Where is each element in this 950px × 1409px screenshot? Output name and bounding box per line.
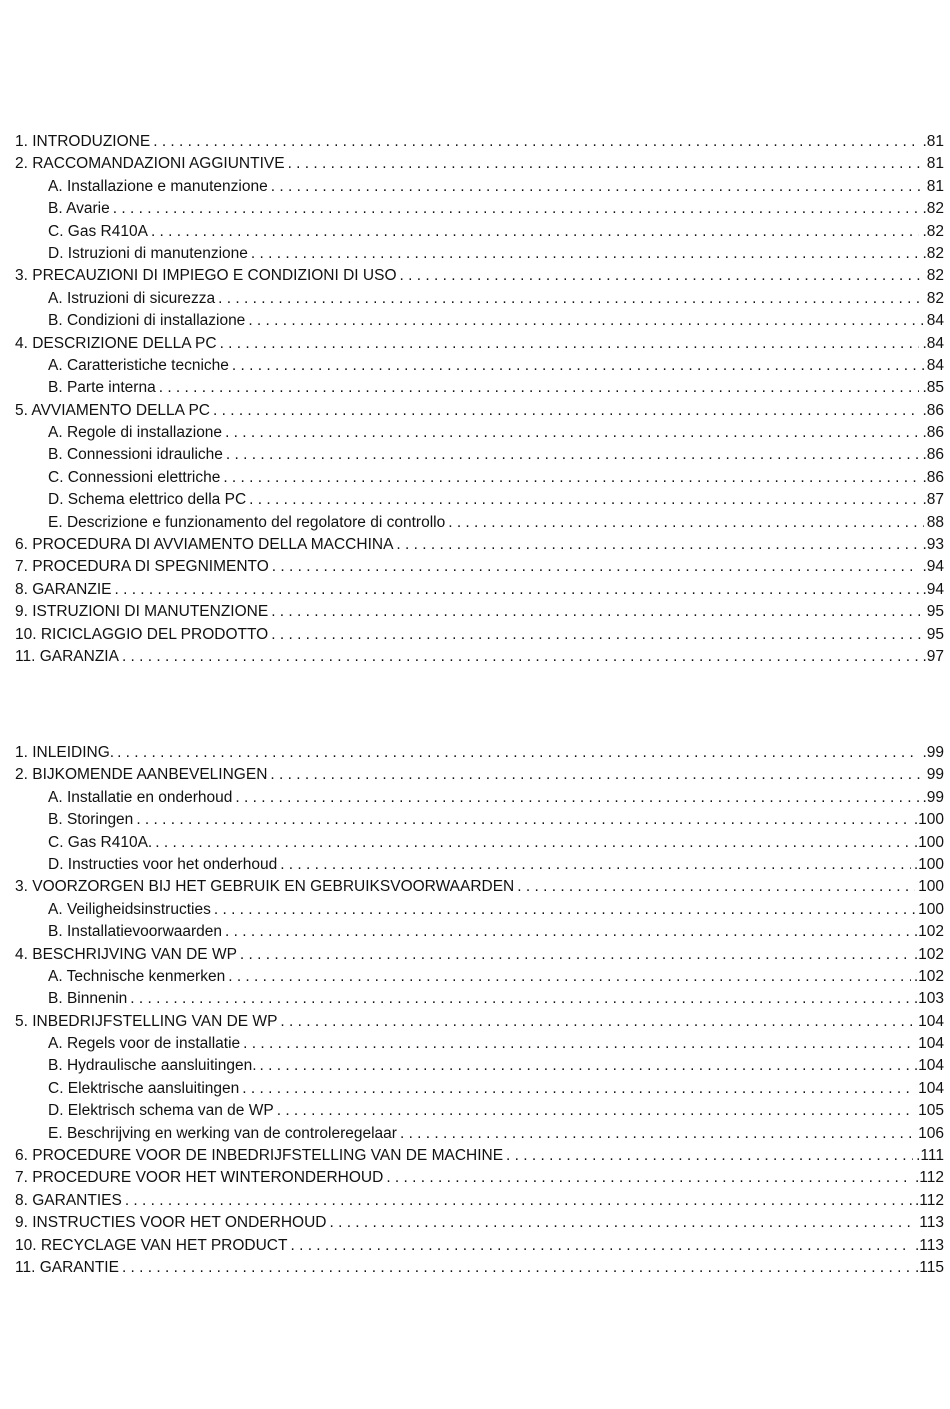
toc-entry bbox=[0, 854, 950, 876]
toc-entry-label: 3. VOORZORGEN BIJ HET GEBRUIK EN GEBRUIKSVOORWAARDEN bbox=[15, 878, 515, 896]
toc-entry-page: 84 bbox=[926, 312, 944, 330]
toc-entry bbox=[0, 624, 950, 646]
toc-entry-page: .100 bbox=[913, 811, 944, 829]
toc-entry-label: 9. INSTRUCTIES VOOR HET ONDERHOUD bbox=[15, 1214, 327, 1232]
toc-entry-page: 100 bbox=[918, 900, 944, 918]
toc-entry-label: D. Schema elettrico della PC bbox=[48, 491, 247, 509]
toc-entry-page: .94 bbox=[922, 580, 944, 598]
toc-entry-page: 88 bbox=[926, 513, 944, 531]
toc-entry-label: 6. PROCEDURA DI AVVIAMENTO DELLA MACCHINA bbox=[15, 536, 394, 554]
toc-leader-dots bbox=[506, 1145, 913, 1167]
toc-leader-dots bbox=[271, 624, 924, 646]
toc-entry-label: 8. GARANTIES bbox=[15, 1191, 122, 1209]
toc-entry-page: .99 bbox=[922, 788, 944, 806]
toc-entry-label: E. Beschrijving en werking van de controleregelaar bbox=[48, 1124, 397, 1142]
toc-entry bbox=[0, 1078, 950, 1100]
toc-leader-dots bbox=[396, 534, 919, 556]
toc-entry bbox=[0, 556, 950, 578]
toc-entry-page: .112 bbox=[914, 1169, 944, 1187]
toc-entry-label: 3. PRECAUZIONI DI IMPIEGO E CONDIZIONI DI USO bbox=[15, 267, 397, 285]
toc-entry-label: 5. INBEDRIJFSTELLING VAN DE WP bbox=[15, 1012, 278, 1030]
toc-leader-dots bbox=[242, 1078, 915, 1100]
toc-leader-dots bbox=[223, 467, 919, 489]
toc-leader-dots bbox=[270, 764, 923, 786]
toc-leader-dots bbox=[400, 1123, 915, 1145]
toc-entry-page: .86 bbox=[922, 401, 944, 419]
toc-entry-label: 9. ISTRUZIONI DI MANUTENZIONE bbox=[15, 603, 269, 621]
toc-entry-page: 81 bbox=[926, 155, 944, 173]
toc-entry bbox=[0, 809, 950, 831]
toc-leader-dots bbox=[260, 1055, 911, 1077]
toc-entry bbox=[0, 787, 950, 809]
toc-entry bbox=[0, 1145, 950, 1167]
toc-entry-label: D. Istruzioni di manutenzione bbox=[48, 244, 248, 262]
toc-leader-dots bbox=[130, 988, 911, 1010]
toc-entry-label: B. Avarie bbox=[48, 200, 110, 218]
toc-entry bbox=[0, 467, 950, 489]
toc-entry bbox=[0, 966, 950, 988]
toc-leader-dots bbox=[329, 1212, 916, 1234]
toc-leader-dots bbox=[136, 809, 911, 831]
toc-entry-label: A. Installatie en onderhoud bbox=[48, 788, 233, 806]
toc-leader-dots bbox=[448, 512, 924, 534]
toc-italian bbox=[0, 131, 950, 668]
toc-entry-page: .102 bbox=[913, 923, 944, 941]
toc-entry-page: .94 bbox=[922, 558, 944, 576]
toc-entry bbox=[0, 400, 950, 422]
toc-entry-label: C. Gas R410A. bbox=[48, 833, 153, 851]
toc-entry bbox=[0, 1100, 950, 1122]
toc-entry bbox=[0, 176, 950, 198]
toc-entry-label: 2. RACCOMANDAZIONI AGGIUNTIVE bbox=[15, 155, 285, 173]
toc-entry-page: .86 bbox=[922, 468, 944, 486]
toc-entry-page: .82 bbox=[922, 244, 944, 262]
toc-entry-page: .103 bbox=[913, 990, 944, 1008]
toc-entry-page: 99 bbox=[926, 766, 944, 784]
toc-entry bbox=[0, 742, 950, 764]
toc-leader-dots bbox=[240, 944, 911, 966]
toc-entry bbox=[0, 153, 950, 175]
toc-entry-page: .112 bbox=[914, 1191, 944, 1209]
toc-entry-label: 11. GARANTIE bbox=[15, 1258, 119, 1276]
toc-entry bbox=[0, 333, 950, 355]
toc-entry-page: .102 bbox=[913, 967, 944, 985]
toc-entry-page: .82 bbox=[922, 200, 944, 218]
toc-entry-label: B. Connessioni idrauliche bbox=[48, 446, 223, 464]
toc-entry bbox=[0, 601, 950, 623]
toc-entry bbox=[0, 221, 950, 243]
toc-entry bbox=[0, 1235, 950, 1257]
toc-entry-page: .93 bbox=[922, 536, 944, 554]
toc-leader-dots bbox=[122, 1257, 912, 1279]
toc-entry bbox=[0, 534, 950, 556]
toc-entry bbox=[0, 1257, 950, 1279]
toc-leader-dots bbox=[122, 646, 920, 668]
toc-leader-dots bbox=[272, 556, 920, 578]
toc-entry-page: 100 bbox=[918, 878, 944, 896]
toc-entry bbox=[0, 944, 950, 966]
toc-entry-label: B. Storingen bbox=[48, 811, 134, 829]
toc-entry-page: 84 bbox=[926, 356, 944, 374]
toc-entry-label: 4. BESCHRIJVING VAN DE WP bbox=[15, 945, 237, 963]
toc-entry-label: B. Installatievoorwaarden bbox=[48, 923, 223, 941]
toc-entry-page: 95 bbox=[926, 603, 944, 621]
toc-entry-label: 10. RECYCLAGE VAN HET PRODUCT bbox=[15, 1236, 288, 1254]
toc-leader-dots bbox=[114, 579, 919, 601]
toc-entry-label: A. Regole di installazione bbox=[48, 424, 223, 442]
toc-dutch bbox=[0, 742, 950, 1279]
toc-entry-page: .86 bbox=[922, 424, 944, 442]
toc-leader-dots bbox=[235, 787, 919, 809]
toc-entry-label: B. Binnenin bbox=[48, 990, 128, 1008]
toc-leader-dots bbox=[517, 876, 915, 898]
toc-leader-dots bbox=[225, 921, 911, 943]
toc-entry-page: .113 bbox=[914, 1236, 944, 1254]
toc-entry-page: 81 bbox=[926, 177, 944, 195]
toc-leader-dots bbox=[232, 355, 924, 377]
toc-entry-page: 82 bbox=[926, 267, 944, 285]
toc-entry bbox=[0, 646, 950, 668]
toc-entry-page: .111 bbox=[916, 1147, 944, 1165]
toc-leader-dots bbox=[153, 131, 919, 153]
toc-entry-label: D. Instructies voor het onderhoud bbox=[48, 855, 278, 873]
toc-entry-page: .104 bbox=[913, 1057, 944, 1075]
toc-leader-dots bbox=[400, 265, 924, 287]
toc-entry-label: 4. DESCRIZIONE DELLA PC bbox=[15, 334, 217, 352]
toc-entry bbox=[0, 876, 950, 898]
toc-entry bbox=[0, 832, 950, 854]
toc-leader-dots bbox=[220, 333, 920, 355]
toc-entry bbox=[0, 489, 950, 511]
toc-entry-label: B. Hydraulische aansluitingen. bbox=[48, 1057, 257, 1075]
toc-entry bbox=[0, 198, 950, 220]
toc-entry-label: 11. GARANZIA bbox=[15, 647, 119, 665]
toc-leader-dots bbox=[225, 422, 919, 444]
toc-entry-label: 7. PROCEDURE VOOR HET WINTERONDERHOUD bbox=[15, 1169, 384, 1187]
toc-entry bbox=[0, 1190, 950, 1212]
toc-entry-page: .87 bbox=[922, 491, 944, 509]
toc-entry bbox=[0, 988, 950, 1010]
toc-entry-page: .100 bbox=[913, 833, 944, 851]
toc-entry bbox=[0, 288, 950, 310]
toc-entry bbox=[0, 579, 950, 601]
toc-leader-dots bbox=[159, 377, 920, 399]
toc-entry bbox=[0, 444, 950, 466]
toc-entry-page: .97 bbox=[922, 647, 944, 665]
toc-entry-label: C. Elektrische aansluitingen bbox=[48, 1079, 240, 1097]
toc-entry-label: B. Condizioni di installazione bbox=[48, 312, 246, 330]
toc-entry bbox=[0, 355, 950, 377]
toc-leader-dots bbox=[151, 221, 920, 243]
toc-leader-dots bbox=[113, 198, 920, 220]
toc-entry bbox=[0, 899, 950, 921]
toc-entry-label: A. Veiligheidsinstructies bbox=[48, 900, 211, 918]
toc-leader-dots bbox=[226, 444, 920, 466]
toc-entry bbox=[0, 1123, 950, 1145]
toc-entry bbox=[0, 243, 950, 265]
toc-entry bbox=[0, 1212, 950, 1234]
toc-entry-page: 82 bbox=[926, 289, 944, 307]
toc-entry-page: .102 bbox=[913, 945, 944, 963]
toc-leader-dots bbox=[277, 1100, 915, 1122]
toc-entry-label: 2. BIJKOMENDE AANBEVELINGEN bbox=[15, 766, 268, 784]
toc-entry-page: 104 bbox=[918, 1079, 944, 1097]
toc-leader-dots bbox=[280, 854, 911, 876]
toc-entry-page: .115 bbox=[914, 1258, 944, 1276]
toc-entry-page: 104 bbox=[918, 1035, 944, 1053]
toc-leader-dots bbox=[214, 899, 915, 921]
toc-entry-page: 106 bbox=[918, 1124, 944, 1142]
toc-entry bbox=[0, 764, 950, 786]
toc-entry-label: 1. INTRODUZIONE bbox=[15, 133, 151, 150]
toc-leader-dots bbox=[271, 601, 924, 623]
toc-entry-label: A. Installazione e manutenzione bbox=[48, 177, 268, 195]
toc-leader-dots bbox=[288, 153, 924, 175]
toc-entry-label: A. Technische kenmerken bbox=[48, 967, 226, 985]
toc-entry-label: 6. PROCEDURE VOOR DE INBEDRIJFSTELLING VAN DE MACHINE bbox=[15, 1147, 504, 1165]
toc-entry bbox=[0, 422, 950, 444]
toc-leader-dots bbox=[248, 310, 923, 332]
toc-entry-label: A. Caratteristiche tecniche bbox=[48, 356, 229, 374]
toc-entry-label: C. Connessioni elettriche bbox=[48, 468, 221, 486]
toc-leader-dots bbox=[117, 742, 919, 764]
toc-entry-page: 105 bbox=[918, 1102, 944, 1120]
toc-entry bbox=[0, 131, 950, 153]
toc-entry-label: 7. PROCEDURA DI SPEGNIMENTO bbox=[15, 558, 269, 576]
toc-entry-page: 113 bbox=[919, 1214, 944, 1232]
toc-leader-dots bbox=[243, 1033, 915, 1055]
toc-entry-label: A. Istruzioni di sicurezza bbox=[48, 289, 216, 307]
toc-entry-label: 10. RICICLAGGIO DEL PRODOTTO bbox=[15, 625, 269, 643]
toc-leader-dots bbox=[251, 243, 920, 265]
toc-leader-dots bbox=[125, 1190, 912, 1212]
toc-entry bbox=[0, 1011, 950, 1033]
toc-entry bbox=[0, 377, 950, 399]
toc-entry bbox=[0, 1033, 950, 1055]
toc-entry-page: .99 bbox=[922, 744, 944, 761]
toc-entry bbox=[0, 265, 950, 287]
toc-entry-page: .84 bbox=[922, 334, 944, 352]
toc-entry bbox=[0, 310, 950, 332]
toc-entry-label: 8. GARANZIE bbox=[15, 580, 112, 598]
toc-leader-dots bbox=[386, 1167, 912, 1189]
toc-leader-dots bbox=[228, 966, 911, 988]
toc-entry-page: .100 bbox=[913, 855, 944, 873]
toc-entry-label: A. Regels voor de installatie bbox=[48, 1035, 241, 1053]
toc-entry bbox=[0, 1167, 950, 1189]
toc-entry-label: B. Parte interna bbox=[48, 379, 156, 397]
toc-entry bbox=[0, 921, 950, 943]
toc-entry-label: 5. AVVIAMENTO DELLA PC bbox=[15, 401, 210, 419]
toc-leader-dots bbox=[290, 1235, 912, 1257]
toc-entry-label: 1. INLEIDING. bbox=[15, 744, 115, 761]
toc-entry-page: 104 bbox=[918, 1012, 944, 1030]
toc-entry bbox=[0, 1055, 950, 1077]
toc-leader-dots bbox=[280, 1011, 915, 1033]
toc-leader-dots bbox=[249, 489, 919, 511]
toc-entry-label: C. Gas R410A bbox=[48, 222, 148, 240]
toc-leader-dots bbox=[271, 176, 924, 198]
toc-leader-dots bbox=[155, 832, 911, 854]
toc-leader-dots bbox=[218, 288, 924, 310]
toc-entry-label: D. Elektrisch schema van de WP bbox=[48, 1102, 274, 1120]
toc-entry-page: 95 bbox=[926, 625, 944, 643]
toc-entry-page: .81 bbox=[922, 133, 944, 150]
toc-entry bbox=[0, 512, 950, 534]
toc-entry-page: .82 bbox=[922, 222, 944, 240]
toc-leader-dots bbox=[213, 400, 919, 422]
toc-entry-page: .86 bbox=[922, 446, 944, 464]
toc-entry-label: E. Descrizione e funzionamento del regolatore di controllo bbox=[48, 513, 446, 531]
toc-entry-page: .85 bbox=[922, 379, 944, 397]
